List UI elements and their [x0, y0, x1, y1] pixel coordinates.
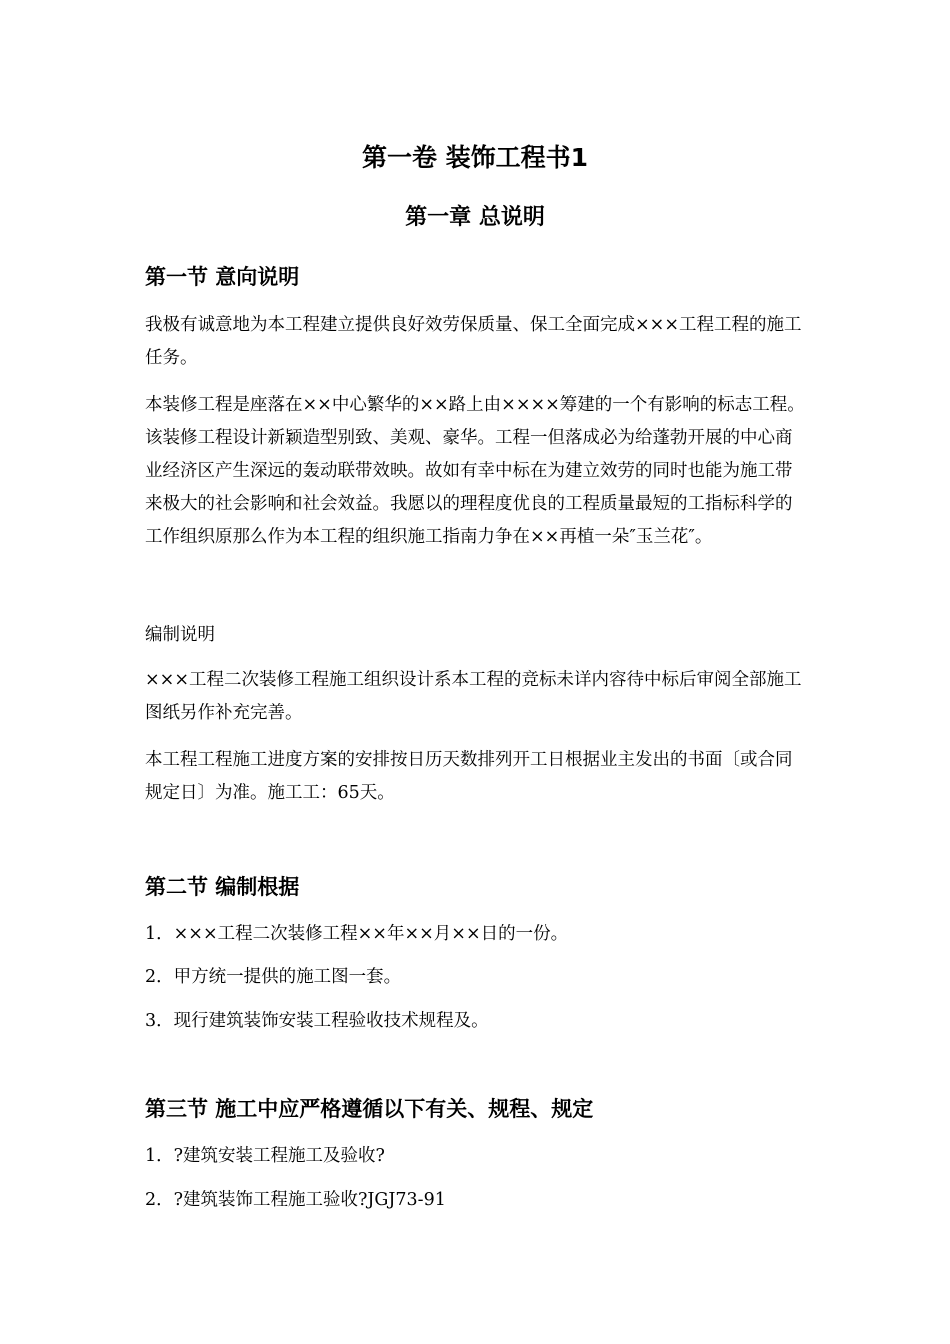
section-title-regulations: 第三节 施工中应严格遵循以下有关、规程、规定 — [145, 1097, 594, 1121]
paragraph-compile-note: ×××工程二次装修工程施工组织设计系本工程的竞标未详内容待中标后审阅全部施工图纸另作补充完善。 — [145, 670, 802, 723]
volume-title: 第一卷 装饰工程书1 — [361, 143, 589, 172]
paragraph-compile-heading: 编制说明 — [145, 625, 215, 645]
chapter-title: 第一章 总说明 — [405, 205, 545, 230]
list-item: 2．甲方统一提供的施工图一套。 — [145, 967, 402, 987]
list-item: 2．?建筑装饰工程施工验收?JGJ73-91 — [145, 1190, 446, 1210]
section-title-intent: 第一节 意向说明 — [145, 265, 300, 289]
paragraph-intent-1: 我极有诚意地为本工程建立提供良好效劳保质量、保工全面完成×××工程工程的施工任务。 — [145, 315, 802, 368]
section-title-basis: 第二节 编制根据 — [145, 875, 300, 899]
list-item: 1．×××工程二次装修工程××年××月××日的一份。 — [145, 924, 569, 944]
list-item: 3．现行建筑装饰安装工程验收技术规程及。 — [145, 1011, 489, 1031]
paragraph-intent-2: 本装修工程是座落在××中心繁华的××路上由××××筹建的一个有影响的标志工程。该装修工程设计新颖造型别致、美观、豪华。工程一但落成必为给蓬勃开展的中心商业经济区产生深远的轰动联带效映。故如有幸中标在为建立效劳的同时也能为施工带来极大的社会影响和社会效益。我愿以的理程度优良的工程质量最短的工指标科学的工作组织原那么作为本工程的组织施工指南力争在××再植一朵″玉兰花″。 — [145, 395, 805, 547]
list-item: 1．?建筑安装工程施工及验收? — [145, 1146, 385, 1166]
paragraph-schedule: 本工程工程施工进度方案的安排按日历天数排列开工日根据业主发出的书面〔或合同规定日〕为准。施工工：65天。 — [145, 750, 793, 803]
